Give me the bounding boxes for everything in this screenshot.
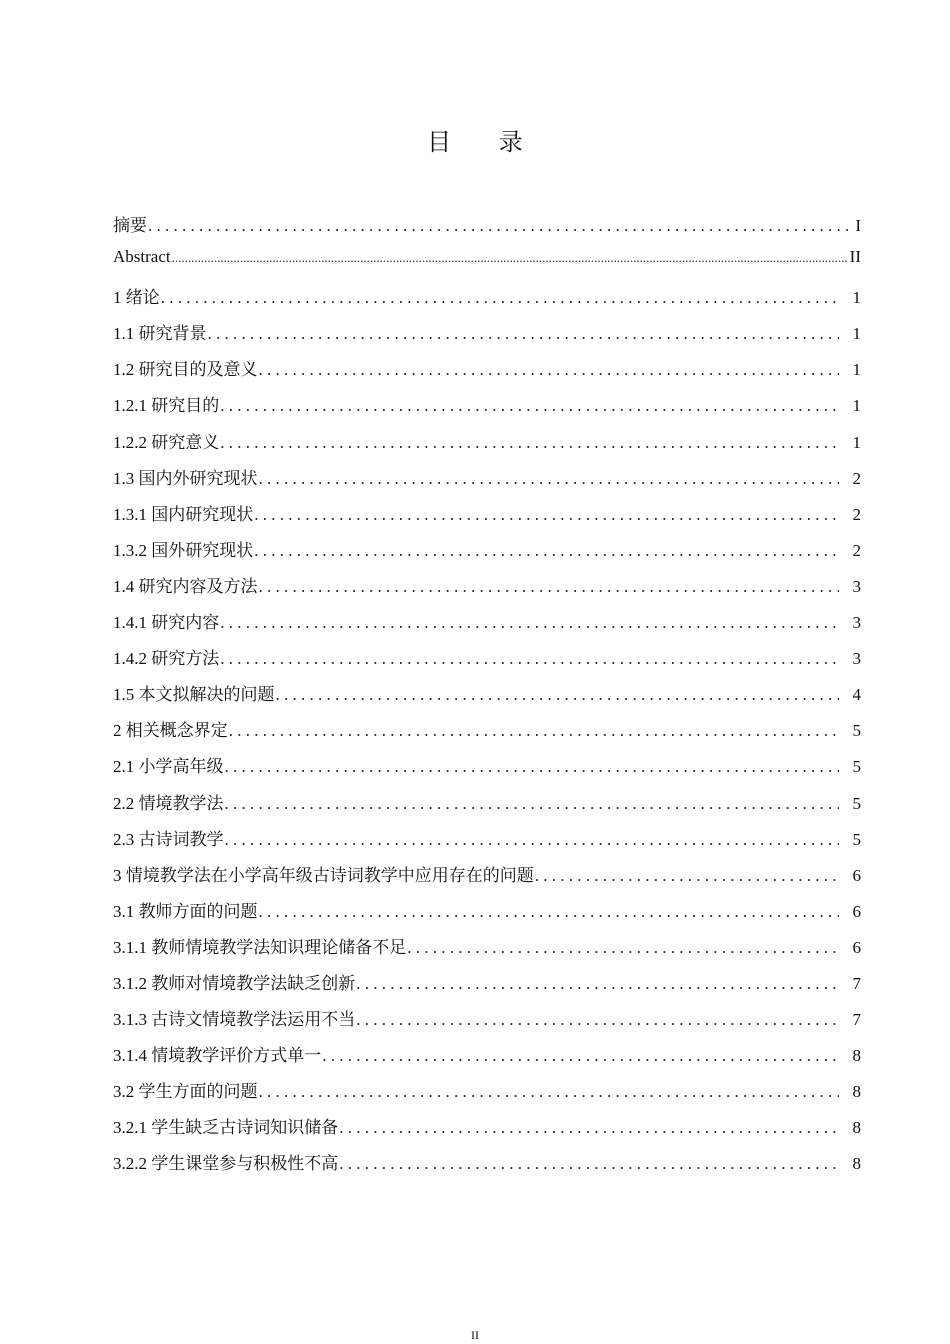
- toc-entry-page: 5: [852, 793, 861, 813]
- toc-entry-label: 2.1 小学高年级: [113, 757, 224, 777]
- toc-entry-label: 1 绪论: [113, 288, 160, 308]
- toc-entry[interactable]: [113, 500, 861, 536]
- toc-entry-label: 3 情境教学法在小学高年级古诗词教学中应用存在的问题: [113, 865, 534, 885]
- toc-entry-label: 摘要: [113, 216, 147, 235]
- toc-leader-dots: [407, 938, 839, 958]
- toc-entry-label: 3.1 教师方面的问题: [113, 901, 258, 921]
- toc-entry[interactable]: [113, 391, 861, 427]
- toc-entry[interactable]: [113, 789, 861, 825]
- toc-leader-dots: [356, 1010, 839, 1030]
- toc-entry[interactable]: [113, 283, 861, 319]
- toc-entry-label: Abstract: [113, 247, 171, 267]
- toc-entry-label: 2.2 情境教学法: [113, 793, 224, 813]
- toc-entry[interactable]: [113, 1149, 861, 1185]
- table-of-contents: [113, 211, 861, 1186]
- toc-entry-page: 8: [852, 1154, 861, 1174]
- toc-entry[interactable]: [113, 752, 861, 788]
- toc-leader-dots: [220, 396, 839, 416]
- toc-entry-page: 2: [852, 504, 861, 524]
- toc-leader-dots: [259, 469, 840, 489]
- toc-leader-dots: [208, 324, 840, 344]
- toc-entry-label: 1.4.1 研究内容: [113, 613, 220, 633]
- toc-entry-page: 3: [852, 576, 861, 596]
- toc-entry-page: 2: [852, 540, 861, 560]
- toc-entry-page: 1: [852, 288, 861, 308]
- toc-entry[interactable]: [113, 536, 861, 572]
- toc-entry-label: 1.2.2 研究意义: [113, 432, 220, 452]
- toc-entry[interactable]: [113, 247, 861, 283]
- toc-leader-dots: [225, 830, 840, 850]
- toc-entry[interactable]: [113, 933, 861, 969]
- toc-entry-label: 1.4 研究内容及方法: [113, 576, 258, 596]
- toc-entry-page: 6: [852, 937, 861, 957]
- toc-entry-page: 5: [852, 721, 861, 741]
- toc-entry-label: 1.3.2 国外研究现状: [113, 540, 254, 560]
- toc-entry-label: 1.3.1 国内研究现状: [113, 504, 254, 524]
- toc-leader-dots: [161, 288, 839, 308]
- toc-entry-page: 4: [852, 685, 861, 705]
- toc-entry[interactable]: [113, 861, 861, 897]
- toc-entry-page: 6: [852, 901, 861, 921]
- toc-entry-label: 3.2.1 学生缺乏古诗词知识储备: [113, 1118, 339, 1138]
- toc-entry[interactable]: [113, 644, 861, 680]
- toc-entry-page: 1: [852, 360, 861, 380]
- toc-leader-dots: [220, 613, 839, 633]
- toc-entry-label: 1.1 研究背景: [113, 324, 207, 344]
- toc-entry-page: 3: [852, 613, 861, 633]
- toc-entry[interactable]: [113, 319, 861, 355]
- toc-leader-dots: [259, 902, 840, 922]
- toc-entry[interactable]: [113, 1113, 861, 1149]
- toc-entry-label: 1.2.1 研究目的: [113, 396, 220, 416]
- toc-entry-page: 1: [852, 324, 861, 344]
- toc-entry-page: 5: [852, 829, 861, 849]
- toc-entry-label: 1.3 国内外研究现状: [113, 468, 258, 488]
- toc-leader-dots: [225, 794, 840, 814]
- toc-leader-dots: [322, 1046, 839, 1066]
- toc-leader-dots: [172, 247, 848, 267]
- toc-entry-page: 1: [852, 396, 861, 416]
- toc-entry-page: I: [855, 216, 861, 235]
- toc-entry-page: II: [849, 247, 861, 267]
- toc-entry-label: 2.3 古诗词教学: [113, 829, 224, 849]
- toc-leader-dots: [220, 649, 839, 669]
- toc-entry-page: 2: [852, 468, 861, 488]
- toc-entry-page: 8: [852, 1118, 861, 1138]
- toc-leader-dots: [259, 1082, 840, 1102]
- toc-entry-page: 1: [852, 432, 861, 452]
- toc-leader-dots: [148, 216, 853, 236]
- toc-entry[interactable]: [113, 608, 861, 644]
- toc-entry-page: 7: [852, 1010, 861, 1030]
- toc-leader-dots: [259, 360, 840, 380]
- toc-entry-page: 7: [852, 973, 861, 993]
- toc-entry-label: 3.2.2 学生课堂参与积极性不高: [113, 1154, 339, 1174]
- toc-entry-label: 3.1.4 情境教学评价方式单一: [113, 1046, 322, 1066]
- toc-leader-dots: [254, 541, 839, 561]
- toc-leader-dots: [259, 577, 840, 597]
- toc-leader-dots: [276, 685, 840, 705]
- toc-entry[interactable]: [113, 464, 861, 500]
- toc-leader-dots: [220, 433, 839, 453]
- toc-leader-dots: [339, 1118, 839, 1138]
- toc-entry-page: 3: [852, 649, 861, 669]
- toc-entry-label: 3.1.3 古诗文情境教学法运用不当: [113, 1010, 356, 1030]
- toc-entry[interactable]: [113, 1005, 861, 1041]
- toc-entry-page: 8: [852, 1082, 861, 1102]
- toc-entry[interactable]: [113, 572, 861, 608]
- toc-leader-dots: [254, 505, 839, 525]
- toc-entry-page: 8: [852, 1046, 861, 1066]
- toc-entry-page: 5: [852, 757, 861, 777]
- toc-entry-page: 6: [852, 865, 861, 885]
- toc-leader-dots: [229, 721, 839, 741]
- toc-leader-dots: [535, 866, 839, 886]
- toc-leader-dots: [356, 974, 839, 994]
- toc-entry[interactable]: [113, 1077, 861, 1113]
- toc-entry-label: 2 相关概念界定: [113, 721, 228, 741]
- toc-entry[interactable]: [113, 355, 861, 391]
- toc-leader-dots: [339, 1154, 839, 1174]
- toc-entry[interactable]: [113, 680, 861, 716]
- toc-entry[interactable]: [113, 825, 861, 861]
- toc-entry[interactable]: [113, 428, 861, 464]
- toc-leader-dots: [225, 757, 840, 777]
- toc-entry-label: 3.2 学生方面的问题: [113, 1082, 258, 1102]
- toc-entry-label: 3.1.2 教师对情境教学法缺乏创新: [113, 973, 356, 993]
- toc-entry[interactable]: [113, 969, 861, 1005]
- toc-entry[interactable]: [113, 211, 861, 247]
- toc-entry-label: 3.1.1 教师情境教学法知识理论储备不足: [113, 937, 407, 957]
- toc-entry[interactable]: [113, 1041, 861, 1077]
- page-number: II: [471, 1328, 479, 1342]
- toc-title: 目 录: [427, 128, 543, 156]
- toc-entry-label: 1.5 本文拟解决的问题: [113, 685, 275, 705]
- toc-entry-label: 1.4.2 研究方法: [113, 649, 220, 669]
- toc-entry[interactable]: [113, 897, 861, 933]
- toc-entry-label: 1.2 研究目的及意义: [113, 360, 258, 380]
- toc-entry[interactable]: [113, 716, 861, 752]
